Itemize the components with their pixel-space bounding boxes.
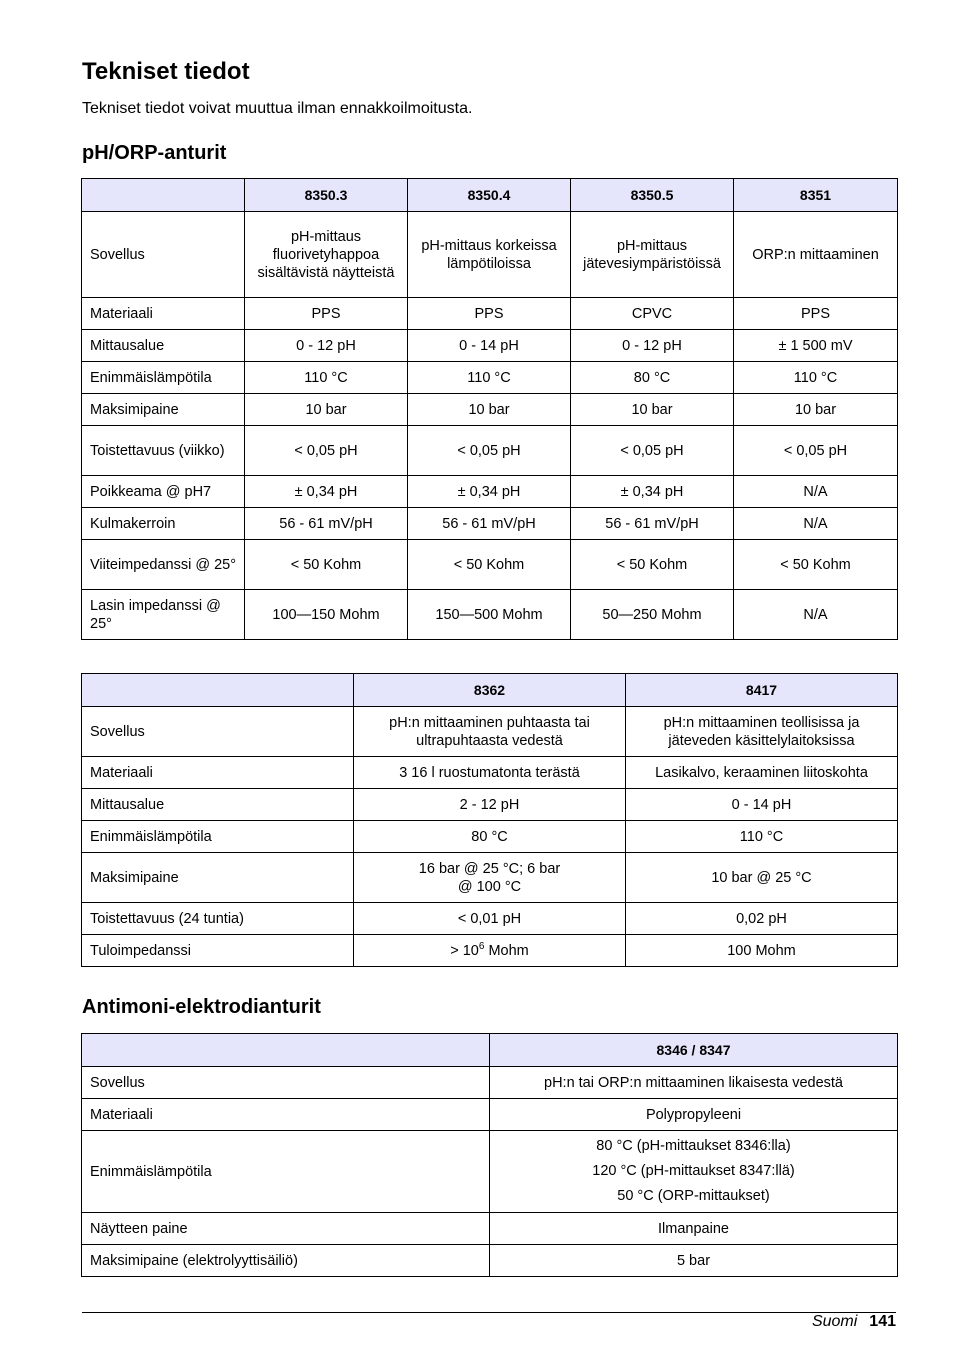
table-cell: 10 bar [408, 394, 571, 426]
table-cell: 150—500 Mohm [408, 590, 571, 640]
row-label: Materiaali [82, 757, 354, 789]
table-cell: pH:n tai ORP:n mittaaminen likaisesta vedestä [490, 1067, 898, 1099]
table-cell: Ilmanpaine [490, 1213, 898, 1245]
table-cell: < 50 Kohm [408, 540, 571, 590]
table-cell: N/A [734, 508, 898, 540]
intro-text: Tekniset tiedot voivat muuttua ilman ennakkoilmoitusta. [82, 100, 473, 117]
table-row [82, 212, 898, 298]
page-title: Tekniset tiedot [82, 58, 250, 85]
table-cell: 10 bar @ 25 °C [626, 853, 898, 903]
row-label: Enimmäislämpötila [82, 821, 354, 853]
header-cell: 8350.3 [245, 179, 408, 212]
header-cell: 8351 [734, 179, 898, 212]
table-cell: 5 bar [490, 1245, 898, 1277]
table-row [82, 1245, 898, 1277]
table-cell: ORP:n mittaaminen [734, 212, 898, 298]
table-header-row [82, 179, 898, 212]
impedance-prefix: > 10 [450, 942, 479, 959]
table-cell: Polypropyleeni [490, 1099, 898, 1131]
table-header-row [82, 674, 898, 707]
table-row [82, 903, 898, 935]
impedance-unit: Mohm [484, 942, 529, 959]
table-cell: pH:n mittaaminen puhtaasta tai ultrapuhtaasta vedestä [354, 707, 626, 757]
table-cell: 56 - 61 mV/pH [245, 508, 408, 540]
table-cell: pH-mittaus korkeissa lämpötiloissa [408, 212, 571, 298]
row-label: Sovellus [82, 707, 354, 757]
row-label: Tuloimpedanssi [82, 935, 354, 967]
header-cell: 8350.5 [571, 179, 734, 212]
row-label: Toistettavuus (24 tuntia) [82, 903, 354, 935]
table-cell: CPVC [571, 298, 734, 330]
table-cell: N/A [734, 476, 898, 508]
header-cell: 8417 [626, 674, 898, 707]
table-cell [354, 935, 626, 967]
row-label: Toistettavuus (viikko) [82, 426, 245, 476]
table-cell: 80 °C [354, 821, 626, 853]
footer-language: Suomi [811, 1313, 858, 1330]
antimony-spec-table [81, 1033, 898, 1277]
table-row [82, 935, 898, 967]
table-cell: PPS [245, 298, 408, 330]
table-cell: 3 16 l ruostumatonta terästä [354, 757, 626, 789]
table-row [82, 330, 898, 362]
table-row [82, 757, 898, 789]
table-row [82, 707, 898, 757]
table-cell: pH-mittaus jätevesiympäristöissä [571, 212, 734, 298]
row-label: Maksimipaine [82, 853, 354, 903]
temperature-line: 50 °C (ORP-mittaukset) [617, 1188, 770, 1204]
row-label: Poikkeama @ pH7 [82, 476, 245, 508]
table-cell: 0,02 pH [626, 903, 898, 935]
row-label: Enimmäislämpötila [82, 1131, 490, 1213]
header-cell: 8350.4 [408, 179, 571, 212]
table-cell: 110 °C [626, 821, 898, 853]
table-cell [490, 1131, 898, 1213]
row-label: Sovellus [82, 1067, 490, 1099]
table-cell: 10 bar [245, 394, 408, 426]
temperature-line: 80 °C (pH-mittaukset 8346:lla) [596, 1138, 791, 1154]
table-cell: N/A [734, 590, 898, 640]
header-cell: 8346 / 8347 [490, 1034, 898, 1067]
table-cell: < 50 Kohm [245, 540, 408, 590]
page-number: 141 [869, 1313, 896, 1330]
table-row [82, 1067, 898, 1099]
header-cell: 8362 [354, 674, 626, 707]
table-cell: 10 bar [734, 394, 898, 426]
header-corner-cell [82, 179, 245, 212]
row-label: Maksimipaine (elektrolyyttisäiliö) [82, 1245, 490, 1277]
table-row [82, 1131, 898, 1213]
row-label: Kulmakerroin [82, 508, 245, 540]
table-cell: pH-mittaus fluorivetyhappoa sisältävistä näytteistä [245, 212, 408, 298]
row-label: Mittausalue [82, 789, 354, 821]
section-title-antimony: Antimoni-elektrodianturit [82, 996, 321, 1018]
table-cell: PPS [408, 298, 571, 330]
row-label: Enimmäislämpötila [82, 362, 245, 394]
table-cell: < 0,05 pH [734, 426, 898, 476]
table-cell: Lasikalvo, keraaminen liitoskohta [626, 757, 898, 789]
row-label: Materiaali [82, 1099, 490, 1131]
table-cell: < 0,05 pH [408, 426, 571, 476]
table-cell: ± 0,34 pH [245, 476, 408, 508]
table-row [82, 476, 898, 508]
row-label: Lasin impedanssi @ 25° [82, 590, 245, 640]
table-cell: < 0,05 pH [571, 426, 734, 476]
header-corner-cell [82, 674, 354, 707]
table-cell: ± 0,34 pH [408, 476, 571, 508]
row-label: Materiaali [82, 298, 245, 330]
table-row [82, 394, 898, 426]
ph-orp-spec-table-2 [81, 673, 898, 967]
table-row [82, 426, 898, 476]
table-cell: 0 - 12 pH [571, 330, 734, 362]
table-cell: pH:n mittaaminen teollisissa ja jäteveden käsittelylaitoksissa [626, 707, 898, 757]
row-label: Sovellus [82, 212, 245, 298]
table-cell: < 0,05 pH [245, 426, 408, 476]
impedance-exponent: 6 [478, 940, 485, 952]
row-label: Maksimipaine [82, 394, 245, 426]
table-cell: ± 0,34 pH [571, 476, 734, 508]
table-cell: 110 °C [245, 362, 408, 394]
table-cell: 80 °C [571, 362, 734, 394]
table-row [82, 508, 898, 540]
row-label: Näytteen paine [82, 1213, 490, 1245]
temperature-line: 120 °C (pH-mittaukset 8347:llä) [592, 1163, 795, 1179]
table-cell: 110 °C [734, 362, 898, 394]
table-row [82, 590, 898, 640]
table-cell: 0 - 14 pH [408, 330, 571, 362]
table-cell: 100 Mohm [626, 935, 898, 967]
table-cell: 0 - 12 pH [245, 330, 408, 362]
table-cell: < 50 Kohm [571, 540, 734, 590]
table-row [82, 362, 898, 394]
table-cell: 50—250 Mohm [571, 590, 734, 640]
table-header-row [82, 1034, 898, 1067]
table-cell: 0 - 14 pH [626, 789, 898, 821]
table-row [82, 540, 898, 590]
table-cell: ± 1 500 mV [734, 330, 898, 362]
header-corner-cell [82, 1034, 490, 1067]
table-row [82, 1213, 898, 1245]
table-cell: 16 bar @ 25 °C; 6 bar @ 100 °C [354, 853, 626, 903]
table-cell: PPS [734, 298, 898, 330]
page-footer [812, 1312, 896, 1332]
row-label: Viiteimpedanssi @ 25° [82, 540, 245, 590]
table-row [82, 298, 898, 330]
footer-divider [82, 1312, 896, 1313]
section-title-ph-orp: pH/ORP-anturit [82, 142, 227, 164]
table-cell: 2 - 12 pH [354, 789, 626, 821]
table-cell: 10 bar [571, 394, 734, 426]
table-cell: 56 - 61 mV/pH [408, 508, 571, 540]
table-cell: 110 °C [408, 362, 571, 394]
table-row [82, 821, 898, 853]
table-row [82, 853, 898, 903]
table-row [82, 789, 898, 821]
table-cell: 100—150 Mohm [245, 590, 408, 640]
table-cell: < 0,01 pH [354, 903, 626, 935]
table-row [82, 1099, 898, 1131]
row-label: Mittausalue [82, 330, 245, 362]
table-cell: 56 - 61 mV/pH [571, 508, 734, 540]
table-cell: < 50 Kohm [734, 540, 898, 590]
ph-orp-spec-table-1 [81, 178, 898, 640]
